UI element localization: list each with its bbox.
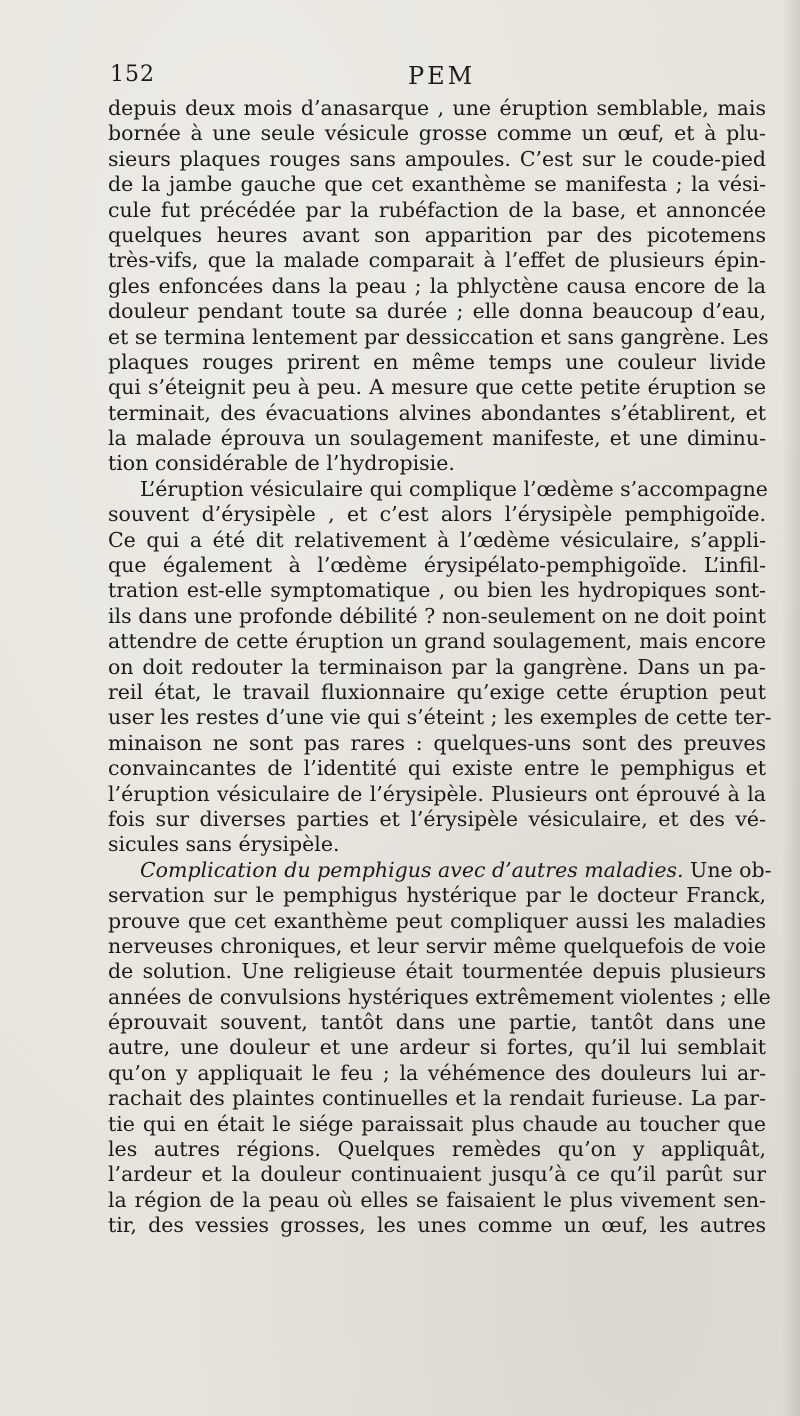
text-line: L’éruption vésiculaire qui complique l’œdème s’accompagne (140, 476, 768, 501)
body-text (108, 96, 772, 1239)
text-line: sicules sans érysipèle. (108, 832, 340, 857)
text-line: sieurs plaques rouges sans ampoules. C’est sur le coude-pied (108, 146, 766, 171)
text-line: et se termina lentement par dessiccation et sans gangrène. Les (108, 324, 769, 349)
paragraph-1 (108, 96, 769, 477)
text-line: convaincantes de l’identité qui existe entre le pemphigus et (108, 756, 766, 781)
text-line: douleur pendant toute sa durée ; elle donna beaucoup d’eau, (108, 299, 766, 324)
text-line: bornée à une seule vésicule grosse comme un œuf, et à plu- (108, 121, 766, 146)
text-line: terminait, des évacuations alvines abondantes s’établirent, et (108, 400, 766, 425)
text-line: de solution. Une religieuse était tourmentée depuis plusieurs (108, 959, 766, 984)
text-line: les autres régions. Quelques remèdes qu’on y appliquât, (108, 1137, 766, 1162)
text-line: de la jambe gauche que cet exanthème se manifesta ; la vési- (108, 172, 766, 197)
text-line: reil état, le travail fluxionnaire qu’exige cette éruption peut (108, 679, 766, 704)
text-line (108, 857, 772, 883)
text-line: Ce qui a été dit relativement à l’œdème vésiculaire, s’appli- (108, 527, 766, 552)
text-line: l’éruption vésiculaire de l’érysipèle. Plusieurs ont éprouvé à la (108, 781, 766, 806)
text-line: très-vifs, que la malade comparait à l’effet de plusieurs épin- (108, 248, 766, 273)
text-fragment: Une ob- (683, 857, 772, 882)
text-line: plaques rouges prirent en même temps une couleur livide (108, 349, 766, 374)
text-line: fois sur diverses parties et l’érysipèle vésiculaire, et des vé- (108, 806, 766, 831)
text-line: tir, des vessies grosses, les unes comme un œuf, les autres (108, 1213, 766, 1238)
text-line: cule fut précédée par la rubéfaction de la base, et annoncée (108, 197, 766, 222)
text-line: autre, une douleur et une ardeur si fortes, qu’il lui semblait (108, 1035, 766, 1060)
text-line: qu’on y appliquait le feu ; la véhémence des douleurs lui ar- (108, 1060, 766, 1085)
page-header (108, 62, 768, 92)
text-line: nerveuses chroniques, et leur servir même quelquefois de voie (108, 933, 766, 958)
section-heading-italic: Complication du pemphigus avec d’autres maladies. (140, 857, 684, 882)
text-line: attendre de cette éruption un grand soulagement, mais encore (108, 629, 766, 654)
text-line: minaison ne sont pas rares : quelques-uns sont des preuves (108, 730, 766, 755)
page-number: 152 (110, 62, 155, 87)
text-line: tion considérable de l’hydropisie. (108, 451, 455, 476)
running-head: PEM (408, 62, 476, 90)
text-line: prouve que cet exanthème peut compliquer aussi les maladies (108, 908, 766, 933)
text-line: la région de la peau où elles se faisaient le plus vivement sen- (108, 1187, 766, 1212)
text-line: la malade éprouva un soulagement manifeste, et une diminu- (108, 426, 766, 451)
text-line: quelques heures avant son apparition par des picotemens (108, 222, 766, 247)
text-line: éprouvait souvent, tantôt dans une partie, tantôt dans une (108, 1010, 766, 1035)
text-line: depuis deux mois d’anasarque , une éruption semblable, mais (108, 96, 766, 120)
text-line: ils dans une profonde débilité ? non-seulement on ne doit point (108, 603, 766, 628)
text-line: souvent d’érysipèle , et c’est alors l’érysipèle pemphigoïde. (108, 502, 766, 527)
text-line: user les restes d’une vie qui s’éteint ; les exemples de cette ter- (108, 705, 772, 730)
text-line: tie qui en était le siége paraissait plus chaude au toucher que (108, 1111, 766, 1136)
text-line: gles enfoncées dans la peau ; la phlyctène causa encore de la (108, 273, 766, 298)
text-line: rachait des plaintes continuelles et la rendait furieuse. La par- (108, 1086, 766, 1111)
paragraph-3 (108, 857, 772, 1239)
paragraph-2 (108, 476, 772, 858)
text-line: que également à l’œdème érysipélato-pemphigoïde. L’infil- (108, 553, 766, 578)
text-line: servation sur le pemphigus hystérique par le docteur Franck, (108, 883, 766, 908)
page-edge-shadow (782, 0, 800, 1416)
text-line: qui s’éteignit peu à peu. A mesure que cette petite éruption se (108, 375, 766, 400)
text-line: on doit redouter la terminaison par la gangrène. Dans un pa- (108, 654, 766, 679)
text-line: tration est-elle symptomatique , ou bien les hydropiques sont- (108, 578, 766, 603)
text-line: l’ardeur et la douleur continuaient jusqu’à ce qu’il parût sur (108, 1162, 766, 1187)
text-line: années de convulsions hystériques extrêmement violentes ; elle (108, 984, 771, 1009)
